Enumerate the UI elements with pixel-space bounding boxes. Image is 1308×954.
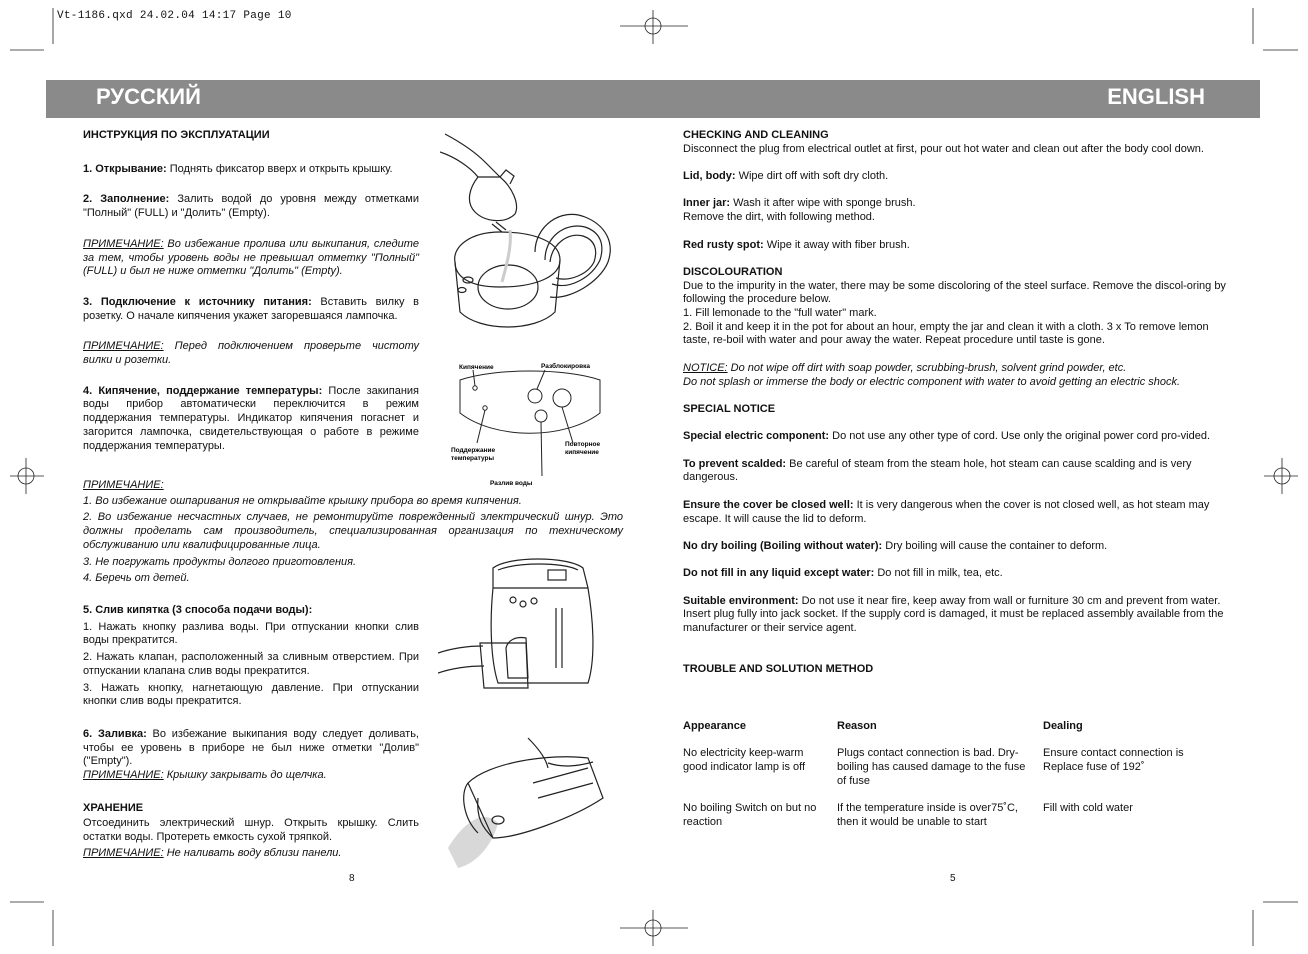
en-special-item: Ensure the cover be closed well: It is very dangerous when the cover is not closed well, as hot steam may escape. It will cause the lid to deform. (683, 498, 1210, 525)
table-cell: No electricity keep-warm good indicator lamp is off (683, 747, 806, 774)
ru-title: ИНСТРУКЦИЯ ПО ЭКСПЛУАТАЦИИ (83, 129, 270, 141)
table-header: Appearance (683, 720, 746, 732)
table-header: Reason (837, 720, 877, 732)
table-cell: No boiling Switch on but no reaction (683, 802, 817, 828)
en-special-item: Special electric component: Do not use any other type of cord. Use only the original power cord pro-vided. (683, 430, 1211, 443)
ru-section-2: 2. Заполнение: Залить водой до уровня между отметками "Полный" (FULL) и "Долить" (Empty). (83, 193, 420, 220)
table-cell: If the temperature inside is over75˚C, then it would be unable to start (837, 802, 1018, 828)
kettle-filling-illustration (440, 132, 620, 342)
table-row (683, 747, 1228, 802)
header-russian: РУССКИЙ (96, 84, 201, 109)
ru-note-item: 2. Во избежание несчастных случаев, не ремонтируйте поврежденный электрический шнур. Это должны проделать сам производитель, специализированная организация по техническому обслуживанию или квалифицированные лица. (83, 511, 623, 551)
en-special-head: SPECIAL NOTICE (683, 402, 776, 415)
ru-storage-note: ПРИМЕЧАНИЕ: Не наливать воду вблизи панели. (83, 846, 342, 859)
ru-note-item: 1. Во избежание ошпаривания не открывайте крышку прибора во время кипячения. (83, 494, 522, 507)
table-header: Dealing (1043, 720, 1083, 732)
page-number-left: 8 (349, 873, 355, 884)
en-inner-jar-2: Remove the dirt, with following method. (683, 211, 875, 224)
table-cell: Fill with cold water (1043, 802, 1133, 815)
header-english: ENGLISH (1107, 84, 1205, 109)
ru-section-5-head: 5. Слив кипятка (3 способа подачи воды): (83, 604, 313, 616)
label-reboil: Повторное кипячение (565, 441, 601, 456)
ru-section-3: 3. Подключение к источнику питания: Вставить вилку в розетку. О начале кипячения укажет загоревшаяся лампочка. (83, 295, 419, 322)
ru-section-5-item: 3. Нажать кнопку, нагнетающую давление. При отпускании кнопки слив воды прекратится. (83, 681, 419, 708)
trouble-table (683, 720, 1228, 830)
en-special-item: No dry boiling (Boiling without water): Dry boiling will cause the container to deform. (683, 539, 1108, 552)
ru-section-6: 6. Заливка: Во избежание выкипания воду следует доливать, чтобы ее уровень в приборе не был ниже отметки "Долив" ("Empty"). (83, 727, 419, 768)
en-checking-text: Disconnect the plug from electrical outlet at first, pour out hot water and clean out after the body cool down. (683, 142, 1204, 155)
ru-section-5-item: 1. Нажать кнопку разлива воды. При отпускании кнопки слив воды прекратится. (83, 620, 419, 647)
table-cell: Ensure contact connection is Replace fuse of 192˚ (1043, 747, 1184, 774)
ru-note-item: 3. Не погружать продукты долгого приготовления. (83, 555, 357, 568)
control-panel-diagram (445, 358, 615, 490)
en-discolouration-step: 1. Fill lemonade to the "full water" mark. (683, 307, 877, 320)
page-number-right: 5 (950, 873, 956, 884)
russian-column (83, 129, 419, 453)
russian-column-lower (83, 604, 419, 861)
en-discolouration-step: 2. Boil it and keep it in the pot for about an hour, empty the jar and clean it with a cloth. 3 x To remove lemon taste, re-boil with water and pour away the water. Repeat procedure until taste is gone. (683, 320, 1209, 347)
language-header (46, 80, 1260, 118)
en-inner-jar: Inner jar: Wash it after wipe with sponge brush. (683, 197, 916, 210)
label-pour: Разлив воды (490, 480, 533, 487)
ru-section-1: 1. Открывание: Поднять фиксатор вверх и открыть крышку. (83, 162, 393, 175)
ru-notes-head: ПРИМЕЧАНИЕ: (83, 479, 164, 491)
ru-section-2-note: ПРИМЕЧАНИЕ: Во избежание пролива или выкипания, следите за тем, чтобы уровень воды не превышал отметку "Полный" (FULL) и был не ниже отметки "Долить" (Empty). (83, 237, 419, 278)
en-special-item: To prevent scalded: Be careful of steam from the steam hole, hot steam can cause scalding and is very dangerous. (683, 457, 1192, 484)
ru-section-4: 4. Кипячение, поддержание температуры: После закипания воды прибор автоматически переключится в режим поддержания температуры. Индикатор кипячения погаснет и загорится лампочка, свидетельствующая о работе в режиме поддержания температуры. (83, 384, 420, 452)
table-row (683, 802, 1228, 829)
en-notice: NOTICE: Do not wipe off dirt with soap powder, scrubbing-brush, solvent grind powder, etc. (683, 361, 1127, 374)
en-rusty-spot: Red rusty spot: Wipe it away with fiber brush. (683, 238, 910, 251)
label-boil: Кипячение (459, 364, 494, 371)
ru-section-5-item: 2. Нажать клапан, расположенный за сливным отверстием. При отпускании клапана слив воды прекратится. (83, 651, 419, 677)
en-checking-head: CHECKING AND CLEANING (683, 129, 829, 141)
label-keep-warm: Поддержание температуры (451, 447, 496, 462)
en-trouble-head: TROUBLE AND SOLUTION METHOD (683, 662, 874, 675)
en-special-item: Suitable environment: Do not use it near fire, keep away from wall or furniture 30 cm and prevent from water. Insert plug fully into jack socket. If the supply cord is damaged, it must be replaced assembly available from the manufacturer or their service agent. (683, 594, 1224, 635)
pouring-kettle-illustration (438, 728, 610, 873)
en-discolouration-text: Due to the impurity in the water, there may be some discoloring of the steel surface. Remove the discol-oring by following the procedure below. (683, 279, 1226, 306)
english-column (683, 129, 1228, 677)
en-discolouration-head: DISCOLOURATION (683, 265, 783, 278)
ru-section-6-note: ПРИМЕЧАНИЕ: Крышку закрывать до щелчка. (83, 769, 327, 782)
en-lid-body: Lid, body: Wipe dirt off with soft dry cloth. (683, 170, 889, 183)
ru-section-3-note: ПРИМЕЧАНИЕ: Перед подключением проверьте чистоту вилки и розетки. (83, 340, 419, 367)
table-cell: Plugs contact connection is bad. Dry-boiling has caused damage to the fuse of fuse (837, 747, 1026, 787)
ru-note-item: 4. Беречь от детей. (83, 572, 190, 585)
en-special-item: Do not fill in any liquid except water: Do not fill in milk, tea, etc. (683, 567, 1003, 580)
ru-storage-text: Отсоединить электрический шнур. Открыть крышку. Слить остатки воды. Протереть емкость сухой тряпкой. (83, 817, 419, 844)
en-notice-2: Do not splash or immerse the body or electric component with water to avoid getting an electric shock. (683, 375, 1181, 388)
ru-storage-head: ХРАНЕНИЕ (83, 801, 144, 814)
water-dispensing-illustration (438, 548, 610, 700)
table-header-row (683, 720, 1228, 747)
file-slug: Vt-1186.qxd 24.02.04 14:17 Page 10 (57, 10, 292, 22)
label-unlock: Разблокировка (541, 363, 590, 370)
